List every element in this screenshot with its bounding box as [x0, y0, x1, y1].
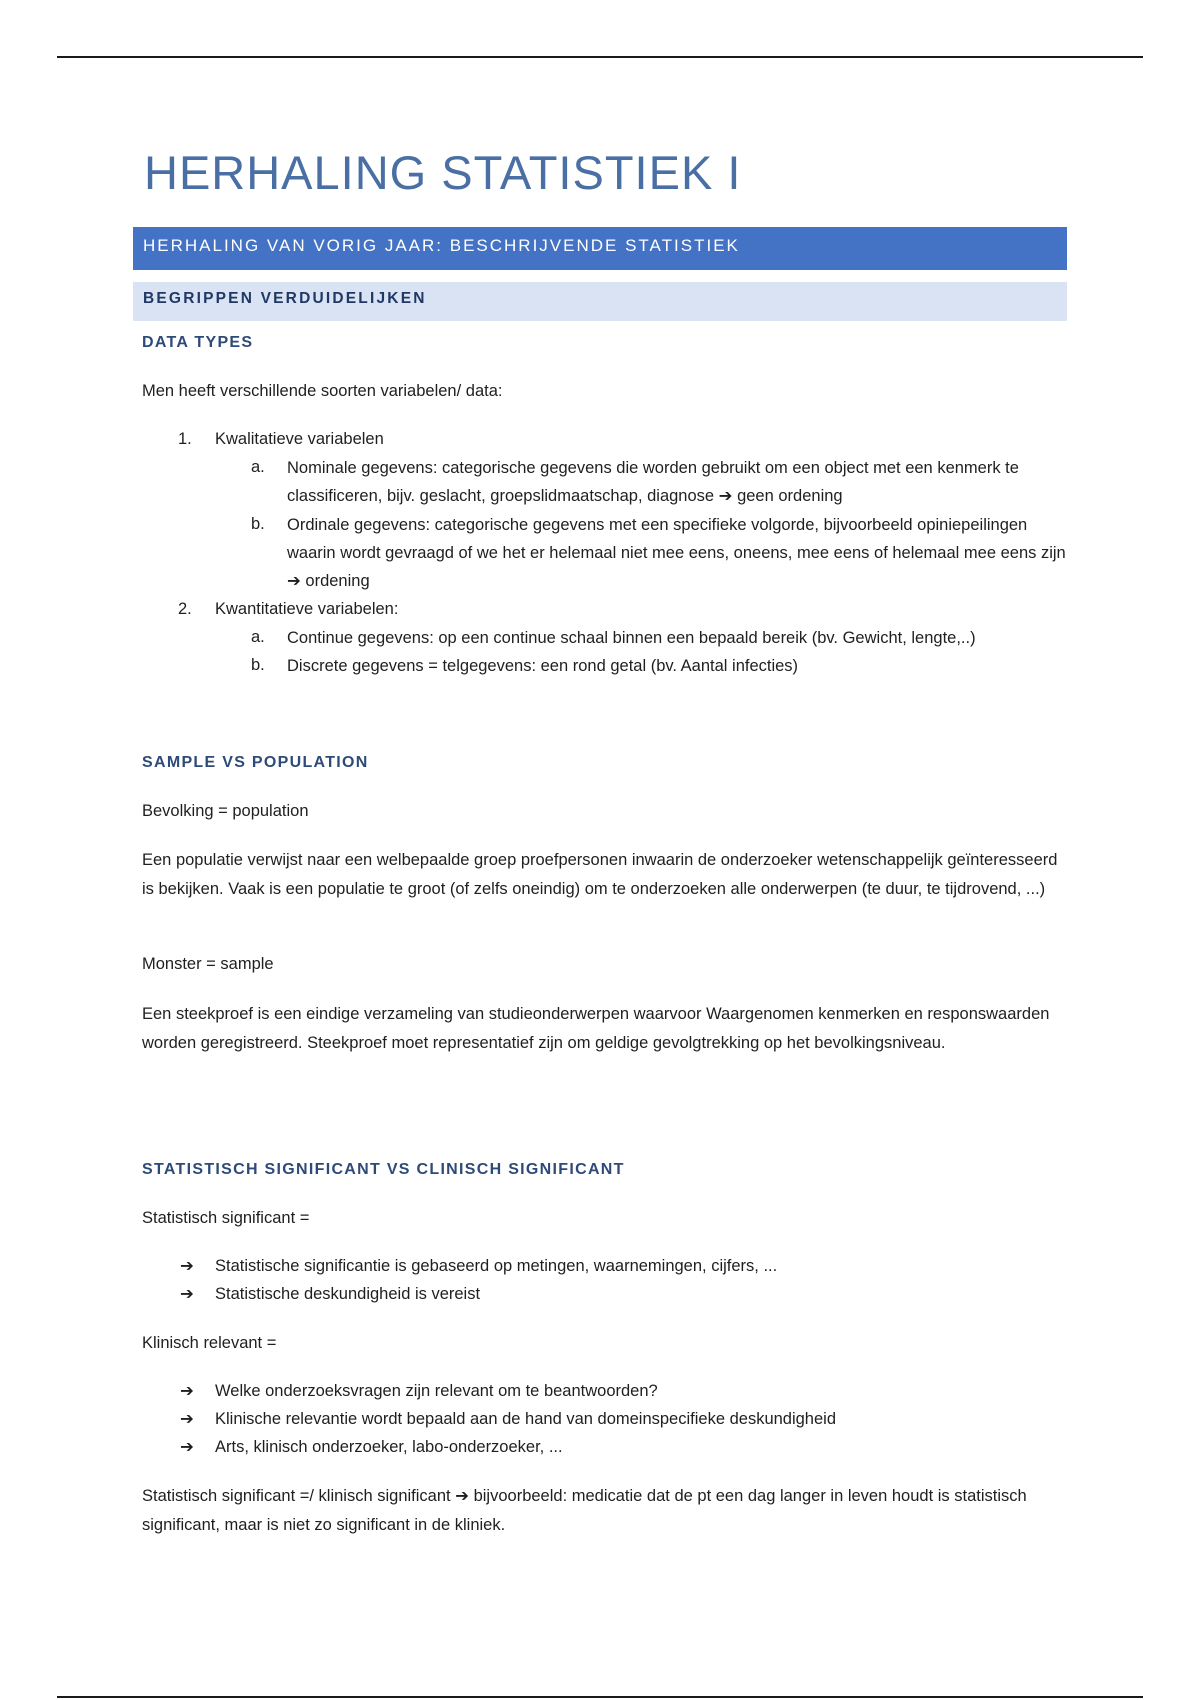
bottom-rule — [57, 1696, 1143, 1698]
paragraph: Een populatie verwijst naar een welbepaalde groep proefpersonen inwaarin de onderzoeker wetenschappelijk geïnteresseerd is bekijken. Vaak is een populatie te groot (of zelfs oneindig) om te onderzoeken alle onderwerpen (te duur, te tijdrovend, ...) — [142, 851, 1058, 898]
arrow-right-icon: ➔ — [180, 1410, 194, 1428]
sublist-item-text: Nominale gegevens: categorische gegevens die worden gebruikt om een object met een kenmerk te classificeren, bijv. geslacht, groepslidmaatschap, diagnose ➔ geen ordening — [287, 459, 1019, 506]
paragraph: Klinisch relevant = — [142, 1334, 277, 1352]
list-number: 2. — [178, 600, 192, 618]
bullet-text: Klinische relevantie wordt bepaald aan de hand van domeinspecifieke deskundigheid — [215, 1410, 837, 1428]
top-rule — [57, 56, 1143, 58]
arrow-right-icon: ➔ — [180, 1257, 194, 1275]
bullet-item — [180, 1256, 777, 1276]
sublist-item-text: Continue gegevens: op een continue schaal binnen een bepaald bereik (bv. Gewicht, lengte,..) — [287, 629, 976, 647]
sublist-letter: a. — [251, 628, 265, 646]
sublist-item-text: Discrete gegevens = telgegevens: een rond getal (bv. Aantal infecties) — [287, 657, 799, 675]
arrow-right-icon: ➔ — [180, 1438, 194, 1456]
list-item-label: Kwantitatieve variabelen: — [215, 600, 399, 618]
bullet-item — [180, 1284, 480, 1304]
paragraph: Een steekproef is een eindige verzameling van studieonderwerpen waarvoor Waargenomen kenmerken en responswaarden worden geregistreerd. Steekproef moet representatief zijn om geldige gevolgtrekking op het bevolkingsniveau. — [142, 1005, 1050, 1052]
sublist-letter: a. — [251, 458, 265, 476]
paragraph: Bevolking = population — [142, 802, 309, 820]
document-title: HERHALING STATISTIEK I — [144, 146, 742, 199]
bullet-text: Statistische significantie is gebaseerd op metingen, waarnemingen, cijfers, ... — [215, 1257, 778, 1275]
heading-level-1: HERHALING VAN VORIG JAAR: BESCHRIJVENDE STATISTIEK — [133, 227, 1067, 270]
sublist-letter: b. — [251, 656, 265, 674]
sublist-item-text: Ordinale gegevens: categorische gegevens met een specifieke volgorde, bijvoorbeeld opiniepeilingen waarin wordt gevraagd of we het er helemaal niet mee eens, oneens, mee eens of helemaal mee eens zijn ➔ ordening — [287, 516, 1066, 591]
arrow-right-icon: ➔ — [180, 1382, 194, 1400]
section-heading-data-types: DATA TYPES — [142, 334, 254, 351]
bullet-item — [180, 1381, 658, 1401]
arrow-right-icon: ➔ — [180, 1285, 194, 1303]
list-item-label: Kwalitatieve variabelen — [215, 430, 384, 448]
bullet-text: Welke onderzoeksvragen zijn relevant om te beantwoorden? — [215, 1382, 658, 1400]
heading-level-2: BEGRIPPEN VERDUIDELIJKEN — [133, 282, 1067, 321]
paragraph: Statistisch significant = — [142, 1209, 310, 1227]
bullet-item — [180, 1437, 563, 1457]
sublist-letter: b. — [251, 515, 265, 533]
paragraph-conclusion: Statistisch significant =/ klinisch significant ➔ bijvoorbeeld: medicatie dat de pt een dag langer in leven houdt is statistisch significant, maar is niet zo significant in de kliniek. — [142, 1487, 1027, 1534]
bullet-text: Statistische deskundigheid is vereist — [215, 1285, 481, 1303]
paragraph: Monster = sample — [142, 955, 274, 973]
section-heading-sample: SAMPLE VS POPULATION — [142, 754, 369, 771]
list-number: 1. — [178, 430, 192, 448]
bullet-item — [180, 1409, 836, 1429]
section-heading-significant: STATISTISCH SIGNIFICANT VS CLINISCH SIGNIFICANT — [142, 1161, 625, 1178]
bullet-text: Arts, klinisch onderzoeker, labo-onderzoeker, ... — [215, 1438, 563, 1456]
data-types-intro: Men heeft verschillende soorten variabelen/ data: — [142, 382, 503, 400]
